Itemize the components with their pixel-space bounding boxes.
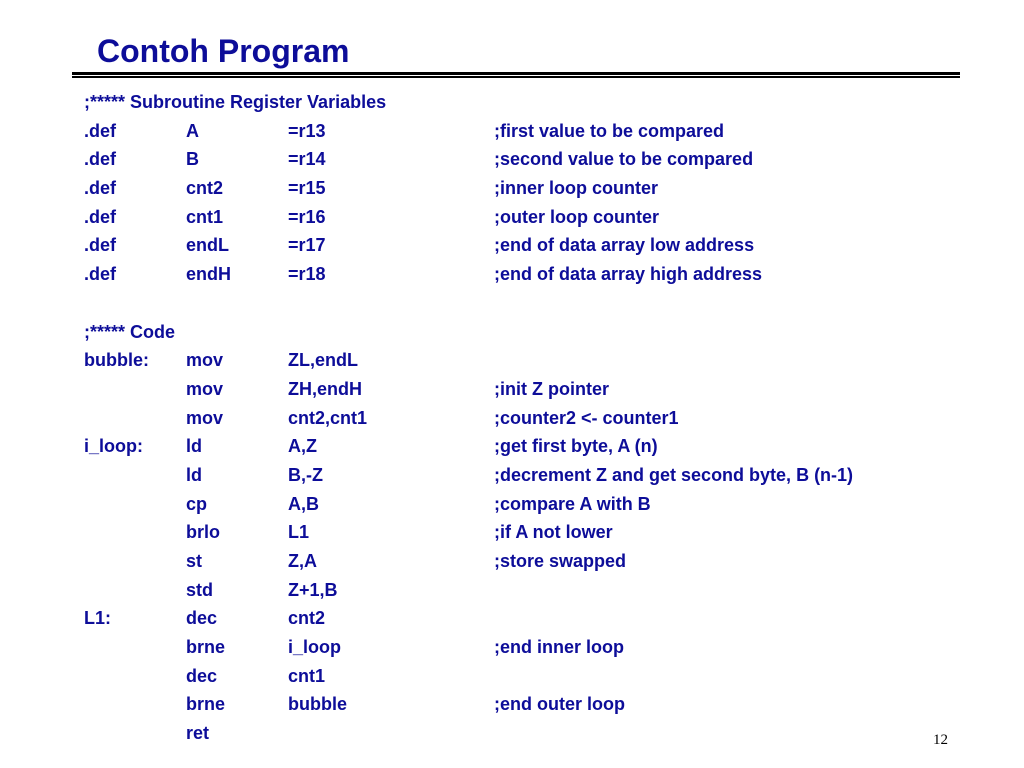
- code-comment: ;compare A with B: [494, 493, 651, 514]
- code-label: .def: [84, 235, 117, 256]
- code-line: [84, 203, 954, 232]
- code-line: [84, 547, 954, 576]
- code-comment: ;second value to be compared: [494, 149, 754, 170]
- code-line: [84, 346, 954, 375]
- code-mnemonic: ld: [186, 464, 202, 485]
- code-line: [84, 375, 954, 404]
- code-mnemonic: endL: [186, 235, 229, 256]
- code-line: [84, 490, 954, 519]
- code-line: [84, 719, 954, 748]
- title-divider: [72, 72, 960, 78]
- code-label: .def: [84, 264, 117, 285]
- code-mnemonic: mov: [186, 378, 224, 399]
- slide-title: Contoh Program: [97, 33, 350, 69]
- code-operand: i_loop: [288, 637, 341, 658]
- code-operand: Z,A: [288, 551, 317, 571]
- code-line: [84, 145, 954, 174]
- code-mnemonic: ret: [186, 723, 210, 744]
- code-listing: [84, 88, 954, 748]
- code-mnemonic: cnt1: [186, 206, 224, 227]
- code-operand: B,-Z: [288, 464, 323, 485]
- code-label: L1:: [84, 608, 111, 629]
- code-line: [84, 690, 954, 719]
- code-operand: cnt2,cnt1: [288, 407, 368, 428]
- code-comment: ;init Z pointer: [494, 378, 609, 399]
- code-mnemonic: A: [186, 120, 199, 141]
- code-operand: =r16: [288, 206, 326, 227]
- code-mnemonic: st: [186, 551, 203, 571]
- code-line: [84, 117, 954, 146]
- code-mnemonic: mov: [186, 407, 224, 428]
- code-label: i_loop:: [84, 436, 143, 457]
- code-comment: ;if A not lower: [494, 522, 613, 543]
- code-comment: ;first value to be compared: [494, 120, 725, 141]
- code-label: .def: [84, 206, 117, 227]
- page-number: 12: [933, 732, 948, 748]
- code-comment-heading: [84, 88, 954, 117]
- code-mnemonic: brne: [186, 637, 226, 658]
- code-operand: bubble: [288, 694, 347, 715]
- code-comment: ;end of data array low address: [494, 235, 755, 256]
- code-line: [84, 432, 954, 461]
- blank-line: [84, 289, 954, 318]
- code-label: .def: [84, 120, 117, 141]
- code-operand: cnt2: [288, 608, 326, 629]
- code-line: [84, 174, 954, 203]
- code-comment: ;end of data array high address: [494, 264, 763, 285]
- code-mnemonic: std: [186, 579, 213, 600]
- code-line: [84, 404, 954, 433]
- code-mnemonic: dec: [186, 608, 218, 629]
- code-label: bubble:: [84, 350, 149, 371]
- code-operand: A,B: [288, 493, 319, 514]
- code-operand: =r17: [288, 235, 326, 256]
- code-mnemonic: ld: [186, 436, 202, 457]
- code-label: .def: [84, 149, 117, 170]
- code-comment: ;end inner loop: [494, 637, 624, 658]
- code-mnemonic: cnt2: [186, 178, 224, 199]
- code-comment: ;outer loop counter: [494, 206, 659, 227]
- code-operand: A,Z: [288, 436, 317, 457]
- code-comment: ;end outer loop: [494, 694, 625, 715]
- code-mnemonic: endH: [186, 264, 231, 285]
- code-line: [84, 662, 954, 691]
- code-line: [84, 231, 954, 260]
- code-operand: =r13: [288, 120, 326, 141]
- code-comment: ;decrement Z and get second byte, B (n-1): [494, 464, 854, 485]
- code-line: [84, 576, 954, 605]
- code-operand: Z+1,B: [288, 579, 338, 600]
- code-comment: ;inner loop counter: [494, 178, 658, 199]
- section-comment: ;***** Code: [84, 321, 176, 342]
- code-mnemonic: brne: [186, 694, 226, 715]
- code-comment-heading: [84, 318, 954, 347]
- code-mnemonic: cp: [186, 493, 208, 514]
- code-operand: L1: [288, 522, 310, 543]
- code-operand: ZL,endL: [288, 350, 358, 371]
- section-comment: ;***** Subroutine Register Variables: [84, 92, 387, 112]
- code-operand: ZH,endH: [288, 378, 362, 399]
- code-operand: =r15: [288, 178, 326, 199]
- code-line: [84, 518, 954, 547]
- code-comment: ;store swapped: [494, 551, 627, 571]
- code-line: [84, 604, 954, 633]
- code-comment: ;counter2 <- counter1: [494, 407, 679, 428]
- code-operand: cnt1: [288, 665, 326, 686]
- code-line: [84, 260, 954, 289]
- code-mnemonic: brlo: [186, 522, 220, 543]
- code-label: .def: [84, 178, 117, 199]
- code-operand: =r18: [288, 264, 326, 285]
- code-comment: ;get first byte, A (n): [494, 436, 658, 457]
- code-line: [84, 633, 954, 662]
- code-mnemonic: mov: [186, 350, 224, 371]
- code-mnemonic: B: [186, 149, 199, 170]
- code-operand: =r14: [288, 149, 326, 170]
- code-line: [84, 461, 954, 490]
- code-mnemonic: dec: [186, 665, 218, 686]
